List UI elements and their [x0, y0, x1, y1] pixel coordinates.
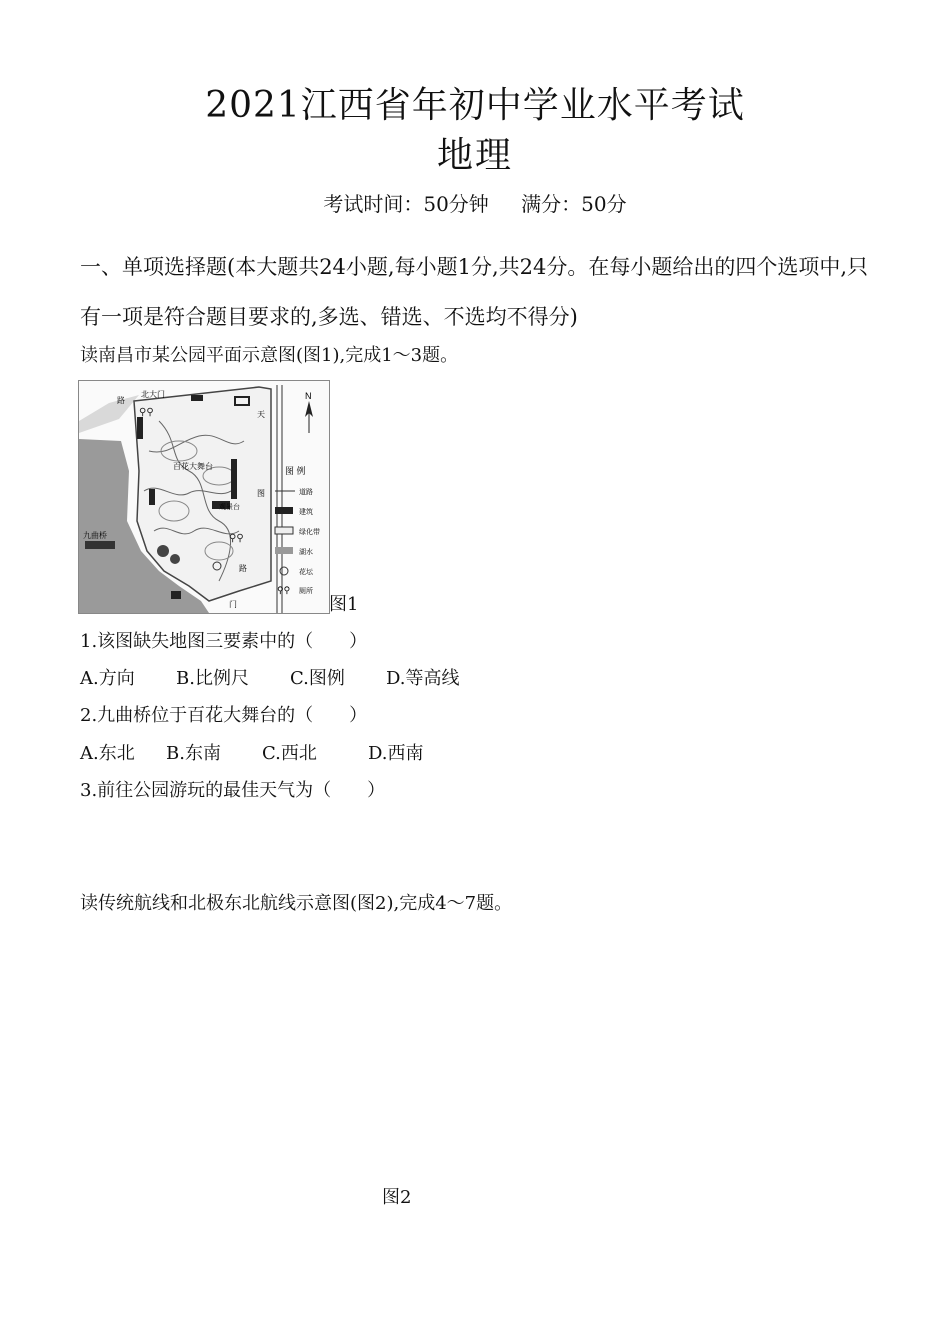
bridge-label: 九曲桥 [83, 531, 107, 540]
exam-score: 满分：50分 [521, 192, 627, 216]
figure2-caption: 图2 [382, 1187, 412, 1208]
q1-option-d: D.等高线 [386, 668, 460, 689]
north-label: N [305, 391, 312, 401]
legend-toilet-swatch: ⚲⚲ [277, 586, 291, 596]
legend-building: 建筑 [299, 509, 313, 516]
exam-subject: 地理 [436, 135, 513, 176]
question-2-options [80, 741, 424, 767]
question-1-stem: 1.该图缺失地图三要素中的（ ） [80, 631, 368, 652]
legend-flower: 花坛 [299, 569, 313, 576]
toilet-icon-1: ⚲⚲ [139, 407, 154, 418]
q2-option-c: C.西北 [262, 743, 317, 764]
building-7 [171, 591, 181, 599]
q1-option-b: B.比例尺 [176, 668, 249, 689]
legend-toilet: 厕所 [299, 588, 313, 595]
road-right-label-1: 天 [257, 410, 265, 419]
question-2-stem: 2.九曲桥位于百花大舞台的（ ） [80, 705, 368, 726]
q1-option-c: C.图例 [290, 668, 345, 689]
building-4 [231, 459, 237, 499]
park-map-svg [79, 381, 329, 613]
q2-option-d: D.西南 [368, 743, 424, 764]
legend-flower-swatch [280, 567, 288, 575]
top-road-band [79, 395, 139, 433]
exam-info [0, 190, 950, 218]
pavilion-label: 观景台 [219, 504, 240, 511]
nine-bend-bridge [85, 541, 115, 549]
legend-lake: 湖水 [299, 549, 313, 556]
q1-option-a: A.方向 [80, 668, 135, 689]
building-5 [149, 489, 155, 505]
figure1-caption: 图1 [329, 594, 359, 615]
legend-building-swatch [275, 507, 293, 514]
road-top-label: 路 [117, 396, 125, 405]
building-3 [137, 417, 143, 439]
exam-time: 考试时间：50分钟 [323, 192, 489, 216]
legend-green-swatch [275, 527, 293, 534]
legend-road: 道路 [299, 489, 313, 496]
question-3-stem: 3.前往公园游玩的最佳天气为（ ） [80, 780, 386, 801]
legend-green: 绿化带 [299, 529, 320, 536]
legend-lake-swatch [275, 547, 293, 554]
stage-label: 百花大舞台 [173, 462, 213, 471]
q2-option-b: B.东南 [166, 743, 221, 764]
exam-title: 2021江西省年初中学业水平考试 [205, 85, 745, 126]
road-right-label-2: 图 [257, 489, 265, 498]
intro-figure1: 读南昌市某公园平面示意图(图1),完成1～3题。 [80, 345, 459, 366]
q2-option-a: A.东北 [80, 743, 135, 764]
north-gate-label: 北大门 [141, 390, 165, 399]
question-1-options [80, 666, 460, 692]
toilet-icon-2: ⚲⚲ [229, 533, 244, 544]
section-heading: 一、单项选择题(本大题共24小题,每小题1分,共24分。在每小题给出的四个选项中,只有一项是符合题目要求的,多选、错选、不选均不得分) [80, 255, 869, 329]
flower-bed-2 [170, 554, 180, 564]
south-gate-label: 门 [229, 600, 237, 609]
flower-bed-1 [157, 545, 169, 557]
road-right-label-3: 路 [239, 564, 247, 573]
intro-figure2: 读传统航线和北极东北航线示意图(图2),完成4～7题。 [80, 893, 513, 914]
park-map-figure [78, 380, 330, 614]
building-1 [191, 395, 203, 401]
legend-title: 图 例 [285, 466, 306, 476]
